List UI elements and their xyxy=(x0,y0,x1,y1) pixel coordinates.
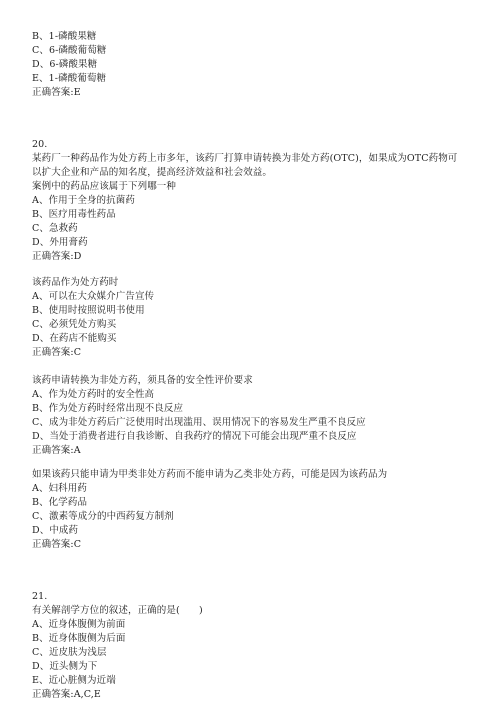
option-d: D、近头侧为下 xyxy=(32,661,98,672)
option-e: E、1-磷酸葡萄糖 xyxy=(32,73,107,84)
option-b: B、使用时按照说明书使用 xyxy=(32,305,145,316)
option-a: A、近身体腹侧为前面 xyxy=(32,619,126,630)
question-number: 20. xyxy=(32,139,48,150)
answer-line: 正确答案:E xyxy=(32,87,81,98)
option-b: B、近身体腹侧为后面 xyxy=(32,633,126,644)
option-b: B、化学药品 xyxy=(32,497,88,508)
option-b: B、医疗用毒性药品 xyxy=(32,209,116,220)
option-a: A、妇科用药 xyxy=(32,483,87,494)
sub-question: 案例中的药品应该属于下列哪一种 xyxy=(32,181,177,192)
option-d: D、6-磷酸果糖 xyxy=(32,59,98,70)
option-c: C、急救药 xyxy=(32,223,78,234)
option-d: D、中成药 xyxy=(32,525,79,536)
option-b: B、作为处方药时经常出现不良反应 xyxy=(32,403,184,414)
option-c: C、成为非处方药后广泛使用时出现滥用、误用情况下的容易发生严重不良反应 xyxy=(32,417,366,428)
option-e: E、近心脏侧为近端 xyxy=(32,675,116,686)
question-text: 有关解剖学方位的叙述，正确的是( ) xyxy=(32,605,203,616)
answer-line: 正确答案:A,C,E xyxy=(32,689,101,700)
option-a: A、可以在大众媒介广告宣传 xyxy=(32,291,155,302)
question-text: 某药厂一种药品作为处方药上市多年，该药厂打算申请转换为非处方药(OTC)，如果成为OTC药物可 xyxy=(32,153,458,164)
question-text: 以扩大企业和产品的知名度，提高经济效益和社会效益。 xyxy=(32,167,273,178)
option-c: C、近皮肤为浅层 xyxy=(32,647,107,658)
question-number: 21. xyxy=(32,591,48,602)
option-d: D、外用膏药 xyxy=(32,237,88,248)
sub-question: 该药品作为处方药时 xyxy=(32,277,119,288)
answer-line: 正确答案:D xyxy=(32,251,82,262)
sub-question: 该药申请转换为非处方药，须具备的安全性评价要求 xyxy=(32,375,253,386)
answer-line: 正确答案:A xyxy=(32,445,81,456)
option-c: C、6-磷酸葡萄糖 xyxy=(32,45,107,56)
option-d: D、在药店不能购买 xyxy=(32,333,117,344)
option-d: D、当处于消费者进行自我诊断、自我药疗的情况下可能会出现严重不良反应 xyxy=(32,431,357,442)
sub-question: 如果该药只能申请为甲类非处方药而不能申请为乙类非处方药，可能是因为该药品为 xyxy=(32,469,388,480)
option-c: C、必须凭处方购买 xyxy=(32,319,117,330)
option-c: C、激素等成分的中西药复方制剂 xyxy=(32,511,174,522)
answer-line: 正确答案:C xyxy=(32,347,82,358)
option-a: A、作用于全身的抗菌药 xyxy=(32,195,135,206)
option-b: B、1-磷酸果糖 xyxy=(32,31,97,42)
option-a: A、作为处方药时的安全性高 xyxy=(32,389,155,400)
answer-line: 正确答案:C xyxy=(32,539,82,550)
